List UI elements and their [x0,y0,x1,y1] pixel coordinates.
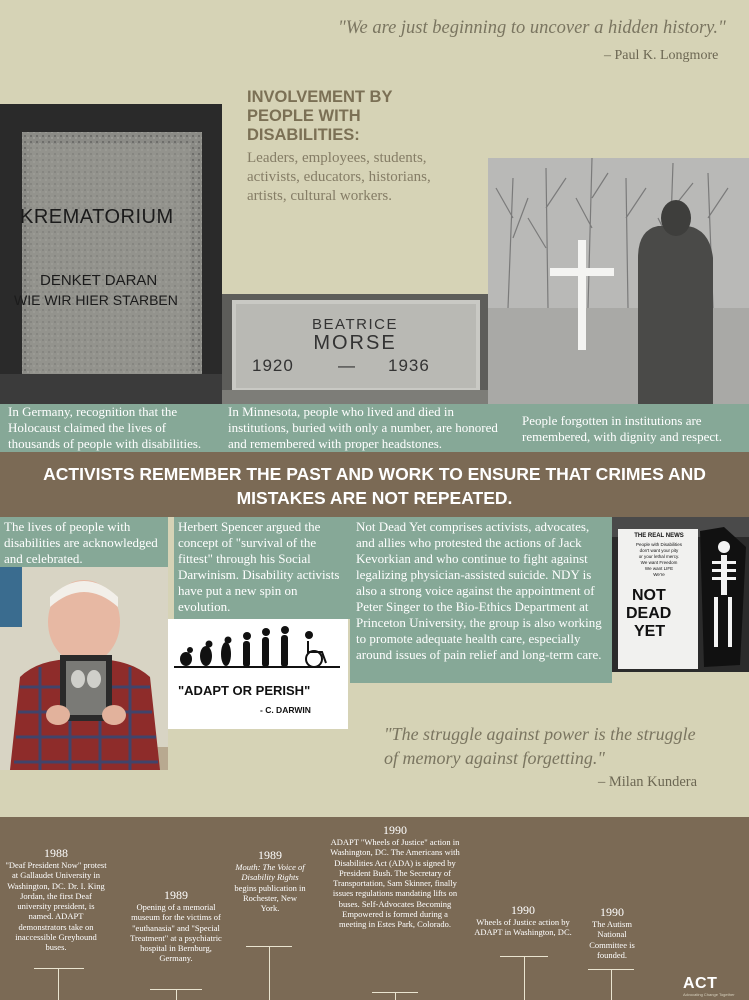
sign-line: We want Freedom [640,560,678,565]
darwin-caption: - C. DARWIN [260,705,311,715]
timeline-stem [395,992,396,1000]
timeline-year: 1990 [511,903,535,917]
timeline-item-1988 [4,846,108,953]
timeline-year: 1989 [164,888,188,902]
headstone-photo [222,294,488,404]
timeline-italic: Mouth: The Voice of Disability Rights [235,862,305,883]
timeline-stem [524,956,525,1000]
spencer-caption: Herbert Spencer argued the concept of "survival of the fittest" through his Social Darwinism. Disability activists have put a new spin on evolution. [174,517,350,619]
krematorium-photo [0,104,222,404]
caption-germany: In Germany, recognition that the Holocaust claimed the lives of thousands of people with disabilities. [0,404,222,452]
sign-title: THE REAL NEWS [634,533,684,539]
krematorium-text-2: DENKET DARAN [40,272,158,289]
bottom-quote-author: – Milan Kundera [598,774,698,790]
timeline-year: 1989 [258,848,282,862]
timeline-item-1990a [330,823,460,930]
involvement-body: Leaders, employees, students, activists, educators, historians, artists, cultural workers. [247,150,431,204]
adapt-caption: "ADAPT OR PERISH" [178,683,311,698]
man-photo [0,567,168,770]
timeline-text: ADAPT "Wheels of Justice" action in Washington, DC. The Americans with Disabilities Act (ADA) is signed by President Bush. The Secretary of Transportation, Sam Skinner, finally issues regulations mandating lifts on buses. Self-Advocates Becoming Empowered is formed during a meeting in Estes Park, Colorado. [330,837,460,930]
timeline-text: begins publication in Rochester, New York. [234,882,306,914]
lives-caption: The lives of people with disabilities are acknowledged and celebrated. [0,517,168,567]
timeline-stem [269,946,270,1000]
timeline-text: Wheels of Justice action by ADAPT in Washington, DC. [474,917,572,938]
timeline-item-1990c [582,905,642,960]
caption-forgotten: People forgotten in institutions are remembered, with dignity and respect. [504,404,749,452]
cross-photo [488,158,749,404]
sign-lines [620,542,698,578]
timeline-item-1989b [234,848,306,913]
headstone-name: BEATRICE [312,316,398,333]
sign-dead: DEAD [626,605,672,622]
involvement-heading: INVOLVEMENT BY PEOPLE WITH DISABILITIES: [247,88,393,144]
adapt-or-perish-image [168,619,348,729]
timeline-stem [58,968,59,1000]
sign-line: We're [653,572,665,577]
timeline-item-1990b [472,903,574,938]
sign-yet: YET [634,623,666,640]
caption-minnesota: In Minnesota, people who lived and died in institutions, buried with only a number, are honored and remembered with proper headstones. [222,404,504,452]
sign-line: or your lethal mercy. [638,554,680,559]
timeline-year: 1988 [44,846,68,860]
act-logo-subtitle: Advocating Change Together [683,992,735,997]
top-quote: "We are just beginning to uncover a hidden history." [338,18,726,38]
ndy-caption: Not Dead Yet comprises activists, advocates, and allies who protested the actions of Jack Kevorkian and who continue to fight against legalizing physician-assisted suicide. NDY is also a strong voice against the appointment of Peter Singer to the Bio-Ethics Department at Princeton University, the group is also working to promote adequate health care, especially around issues of pain relief and long-term care. [350,517,612,683]
sign-line: We want LIFE [644,566,674,571]
top-quote-author: – Paul K. Longmore [604,48,719,63]
timeline-year: 1990 [383,823,407,837]
timeline-marker [34,968,84,969]
headstone-dash: — [338,356,355,375]
timeline-year: 1990 [600,905,624,919]
activists-banner: ACTIVISTS REMEMBER THE PAST AND WORK TO ENSURE THAT CRIMES AND MISTAKES ARE NOT REPEATED. [0,452,749,517]
timeline-stem [611,969,612,1000]
sign-line: don't want your pity [639,548,679,553]
headstone-surname: MORSE [313,332,397,354]
headstone-born: 1920 [252,356,294,375]
timeline-text: Opening of a memorial museum for the victims of "euthanasia" and "Special Treatment" at a psychiatric hospital in Bernburg, Germany. [130,902,222,964]
timeline-text: The Autism National Committee is founded. [589,919,635,960]
bottom-quote: "The struggle against power is the struggle of memory against forgetting." [384,724,696,768]
timeline-text: "Deaf President Now" protest at Gallaudet University in Washington, DC. Dr. I. King Jordan, the first Deaf university president, is named. ADAPT demonstrators take on inaccessible Greyhound buses. [5,860,107,953]
headstone-died: 1936 [388,356,430,375]
sign-line: People with Disabilities [635,542,683,547]
act-logo: ACT [683,975,718,992]
sign-not: NOT [632,587,666,604]
timeline-stem [176,989,177,1000]
timeline-item-1989a [124,888,228,964]
krematorium-text-3: WIE WIR HIER STARBEN [14,292,178,308]
not-dead-yet-photo [612,517,749,672]
krematorium-text-1: KREMATORIUM [20,206,174,228]
